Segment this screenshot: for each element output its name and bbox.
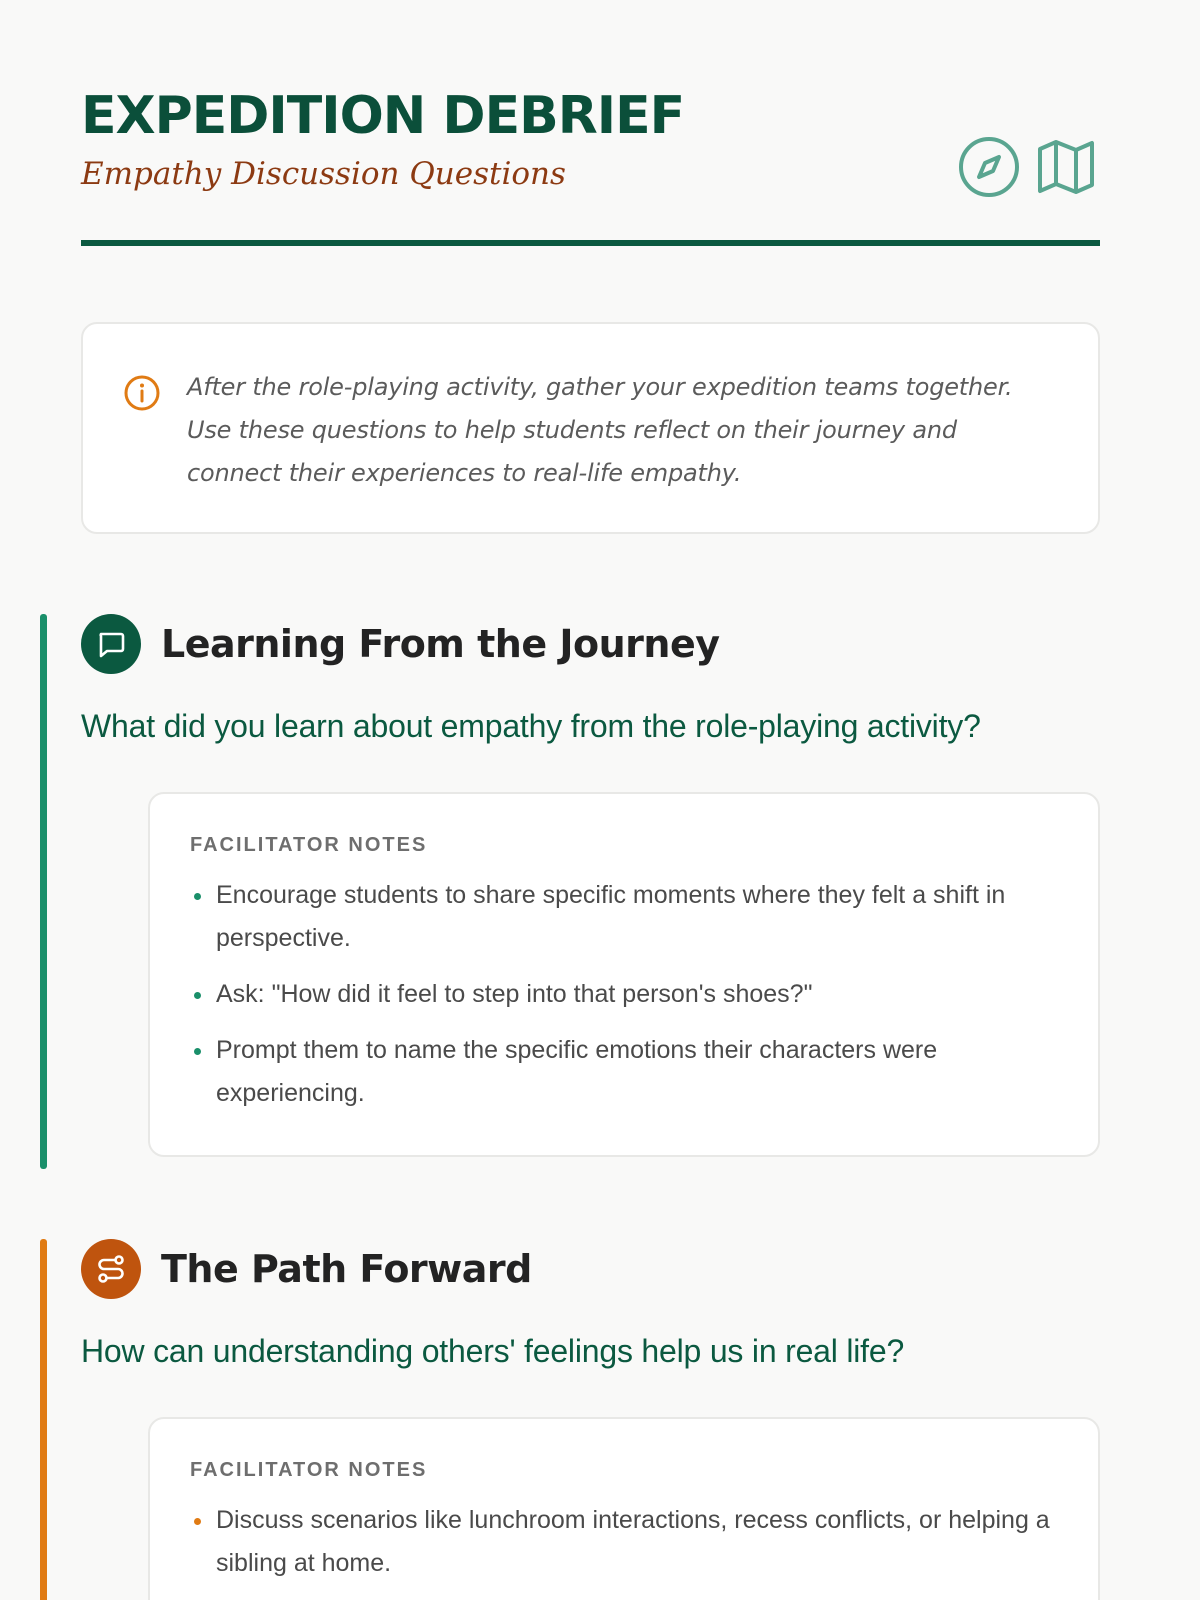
page-header	[81, 0, 1100, 246]
map-icon	[1036, 137, 1096, 197]
section-header	[81, 1239, 1100, 1299]
notes-list	[190, 874, 1058, 1115]
list-item: Ask: "How did it feel to step into that person's shoes?"	[190, 973, 1058, 1016]
section-title: The Path Forward	[161, 1247, 532, 1291]
intro-card	[81, 322, 1100, 534]
section-badge	[81, 614, 141, 674]
page-title: EXPEDITION DEBRIEF	[81, 86, 685, 146]
section-accent-bar	[40, 614, 47, 1169]
header-icons	[958, 136, 1096, 198]
route-icon	[94, 1252, 128, 1286]
section-header	[81, 614, 1100, 674]
chat-bubble-icon	[95, 628, 127, 660]
notes-label: FACILITATOR NOTES	[190, 834, 428, 856]
notes-list	[190, 1499, 1058, 1585]
intro-text: After the role-playing activity, gather your expedition teams together. Use these questions to help students reflect on their journey and connect their experiences to real-life empathy.	[187, 373, 1013, 487]
section-title: Learning From the Journey	[161, 622, 720, 666]
list-item: Encourage students to share specific moments where they felt a shift in perspective.	[190, 874, 1058, 960]
compass-icon	[958, 136, 1020, 198]
info-icon	[123, 374, 161, 412]
section-accent-bar	[40, 1239, 47, 1600]
section-badge	[81, 1239, 141, 1299]
discussion-question: How can understanding others' feelings help us in real life?	[81, 1333, 905, 1369]
section-path-forward	[81, 1239, 1100, 1600]
section-learning-from-journey	[81, 614, 1100, 1157]
discussion-question: What did you learn about empathy from the role-playing activity?	[81, 708, 981, 744]
list-item: Prompt them to name the specific emotions their characters were experiencing.	[190, 1029, 1058, 1115]
page-subtitle: Empathy Discussion Questions	[81, 156, 566, 192]
facilitator-notes-card	[148, 1417, 1100, 1600]
facilitator-notes-card	[148, 792, 1100, 1157]
list-item: Discuss scenarios like lunchroom interactions, recess conflicts, or helping a sibling at home.	[190, 1499, 1058, 1585]
notes-label: FACILITATOR NOTES	[190, 1459, 428, 1481]
